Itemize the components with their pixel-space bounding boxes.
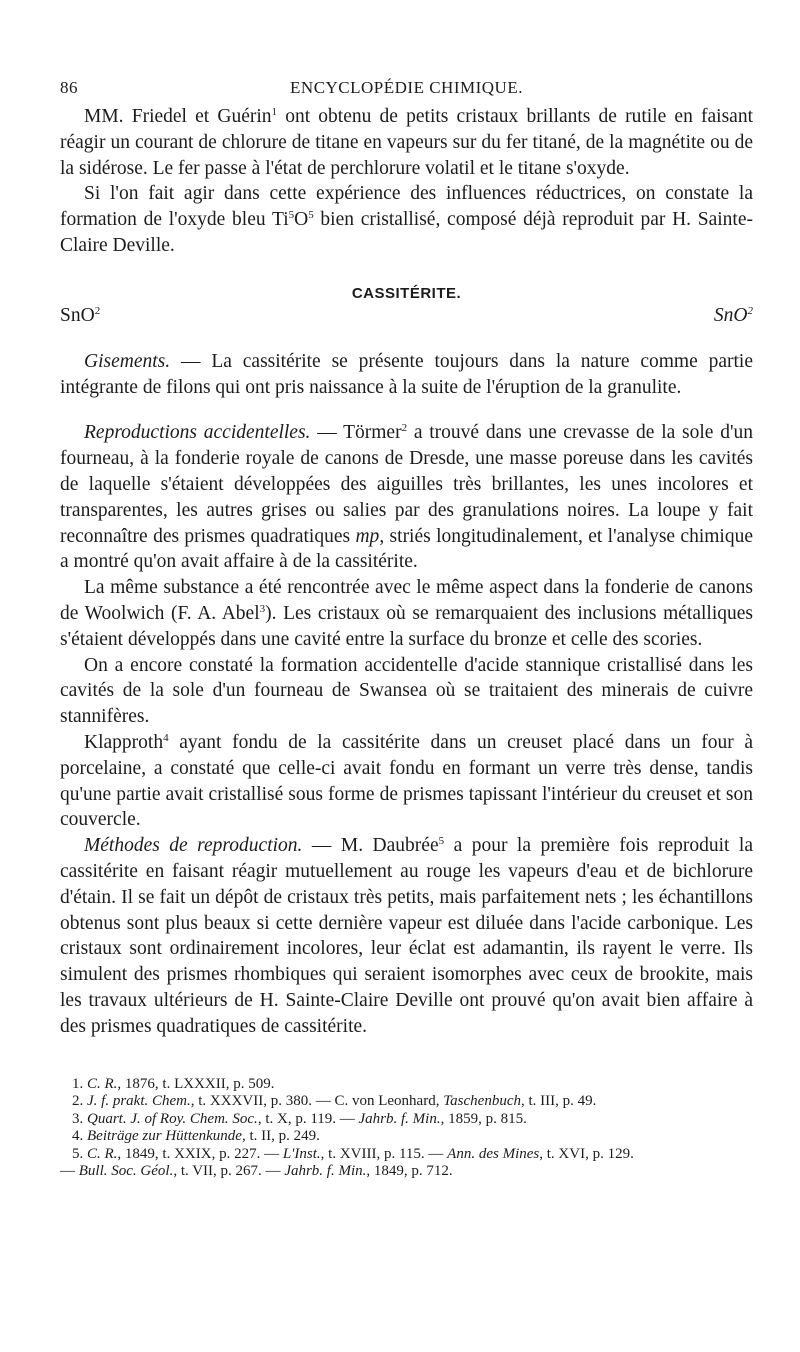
running-head (60, 78, 753, 104)
paragraph-friedel-guerin: MM. Friedel et Guérin$^1$ ont obtenu de petits cristaux brillants de rutile en faisant réagir un courant de chlorure de titane en vapeurs sur du fer titané, de la magnétite ou de la sidérose. Le fer passe à l'état de perchlorure volatil et le titane s'oxyde. (60, 106, 753, 179)
formula-row (60, 303, 753, 329)
paragraph-methodes: Méthodes de reproduction. — M. Daubrée$^5$ a pour la première fois reproduit la cassitérite en faisant réagir mutuellement au rouge les vapeurs d'eau et de bichlorure d'étain. Il se fait un dépôt de cristaux très petits, mais parfaitement nets ; les échantillons obtenus sont plus beaux si cette dernière vapeur est diluée dans l'acide carbonique. Les cristaux sont ordinairement incolores, leur éclat est adamantin, ils rayent le verre. Ils simulent des prismes rhombiques qui seraient isomorphes avec ceux de brookite, mais les travaux ultérieurs de H. Sainte-Claire Deville ont prouvé qu'on avait bien affaire à des prismes quadratiques de cassitérite. (60, 835, 753, 1037)
paragraph-gisements: Gisements. — La cassitérite se présente toujours dans la nature comme partie intégrante de filons qui ont pris naissance à la suite de l'éruption de la granulite. (60, 350, 753, 398)
footnote-ref-4: 4 (163, 731, 169, 744)
side-head-gisements: Gisements. (84, 350, 171, 372)
footnote-5: 5. C. R., 1849, t. XXIX, p. 227. — L'Inst., t. XVIII, p. 115. — Ann. des Mines, t. XVI, p. 129. (72, 1145, 634, 1162)
footnote-2: 2. J. f. prakt. Chem., t. XXXVII, p. 380. — C. von Leonhard, Taschenbuch, t. III, p. 49. (72, 1093, 597, 1109)
footnote-ref-3: 3 (259, 602, 266, 615)
formula-right: SnO$^2$ (713, 304, 753, 326)
main-text (60, 104, 753, 1040)
paragraph-reproductions-accidentelles: Reproductions accidentelles. — Törmer$^2$ a trouvé dans une crevasse de la sole d'un fourneau, à la fonderie royale de canons de Dresde, une masse poreuse dans les cavités de laquelle s'étaient développées des aiguilles très brillantes, les unes incolores et transparentes, les autres grises ou salies par des granulations noires. La loupe y fait reconnaître des prismes quadratiques mp, striés longitudinalement, et l'analyse chimique a montré qu'on avait affaire à de la cassitérite. (60, 422, 754, 573)
page-number: 86 (60, 78, 78, 97)
paragraph-swansea: On a encore constaté la formation accidentelle d'acide stannique cristallisé dans les cavités de la sole d'un fourneau de Swansea où se traitaient des minerais de cuivre stannifères. (60, 654, 753, 728)
footnote-4: 4. Beiträge zur Hüttenkunde, t. II, p. 249. (72, 1128, 320, 1144)
section-title-cassiterite: CASSITÉRITE. (351, 284, 462, 302)
footnote-1: 1. C. R., 1876, t. LXXXII, p. 509. (72, 1075, 275, 1092)
side-head-methodes: Méthodes de reproduction. (84, 835, 303, 857)
paragraph-woolwich: La même substance a été rencontrée avec le même aspect dans la fonderie de canons de Woolwich (F. A. Abel$^3$). Les cristaux où se remarquaient des inclusions métalliques s'étaient développés dans une cavité entre la surface du bronze et celle des scories. (60, 577, 753, 650)
running-title: ENCYCLOPÉDIE CHIMIQUE. (290, 78, 523, 97)
formula-left: SnO$^2$ (60, 304, 101, 326)
book-page (60, 78, 753, 1181)
footnote-5-continued: — Bull. Soc. Géol., t. VII, p. 267. — Jahrb. f. Min., 1849, p. 712. (60, 1163, 453, 1179)
paragraph-reduction: Si l'on fait agir dans cette expérience des influences réductrices, on constate la formation de l'oxyde bleu $Ti^5O^5$ bien cristallisé, composé déjà reproduit par H. Sainte-Claire Deville. (60, 183, 753, 256)
side-head-reproductions: Reproductions accidentelles. (84, 422, 311, 444)
footnote-ref-5: 5 (438, 835, 445, 848)
footnote-3: 3. Quart. J. of Roy. Chem. Soc., t. X, p. 119. — Jahrb. f. Min., 1859, p. 815. (72, 1110, 527, 1127)
footnotes (60, 1076, 753, 1181)
footnote-ref-1: 1 (271, 106, 278, 118)
paragraph-klapproth: Klapproth$^4$ ayant fondu de la cassitérite dans un creuset placé dans un four à porcelaine, a constaté que celle-ci avait fondu en formant un verre très dense, tandis qu'une partie avait cristallisé sous forme de prismes tapissant l'intérieur du creuset et son couvercle. (60, 731, 753, 831)
footnote-ref-2: 2 (401, 422, 408, 435)
